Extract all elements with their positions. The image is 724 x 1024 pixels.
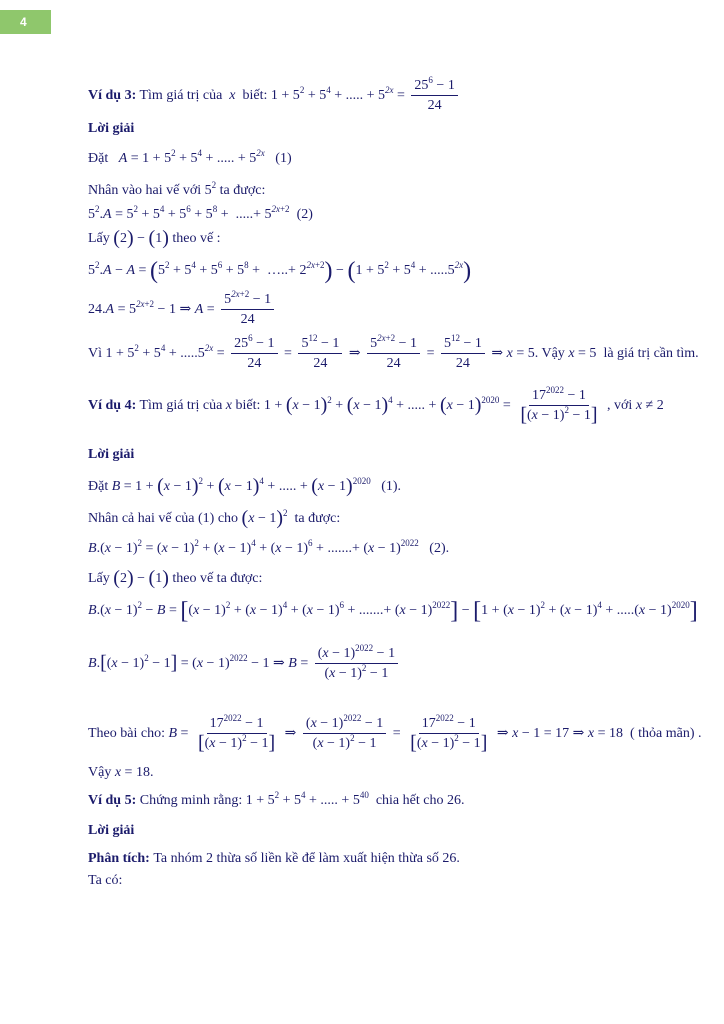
- page-number-badge: [0, 10, 51, 34]
- ex5-label: Ví dụ 5:: [88, 793, 137, 808]
- ex5-solution-heading: Lời giải: [88, 823, 135, 838]
- ex3-heading: Ví dụ 3: Tìm giá trị của x biết: $1 + 5^2 + 5^4$ + ..... + $5^{2x}$ = $\frac{25^6 - 1}{24}$: [88, 78, 461, 114]
- ex4-multiply-text: Nhân cả hai vế của (1) cho $(x - 1)^2$ ta được:: [88, 507, 341, 529]
- ex3-multiply-text: Nhân vào hai vế với $5^2$ ta được:: [88, 180, 266, 198]
- ex3-define-a: Đặt $A = 1 + 5^2 + 5^4$ + ..... + $5^{2x}$ (1): [88, 148, 292, 166]
- ex4-solve-b: $B.[(x - 1)^2 - 1] = (x - 1)^{2022} - 1$ ⇒ B = $\frac{(x - 1)^{2022} - 1}{(x - 1)^2 - 1}$: [88, 646, 401, 682]
- ex4-heading: Ví dụ 4: Tìm giá trị của x biết: $1 + (x - 1)^2 + (x - 1)^4$ + ..... + $(x - 1)^{2020}$ = $\frac{17^{2022} - 1}{[(x - 1)^2 - 1]}$ , với x ≠ 2: [88, 385, 664, 426]
- ex4-subtract-text: Lấy (2) − (1) theo vế ta được:: [88, 567, 263, 589]
- ex3-label: Ví dụ 3:: [88, 88, 137, 104]
- ex4-eq2: $B.(x - 1)^2 = (x - 1)^2 + (x - 1)^4 + (x - 1)^6$ + .......+ $(x - 1)^{2022}$ (2).: [88, 538, 450, 556]
- ex5-analysis: Phân tích: Ta nhóm 2 thừa số liền kề để làm xuất hiện thừa số 26.: [88, 851, 460, 866]
- ex5-ta-co: Ta có:: [88, 873, 123, 888]
- ex4-conclusion: Vậy x = 18.: [88, 765, 154, 780]
- ex3-subtract-text: Lấy (2) − (1) theo vế :: [88, 227, 221, 249]
- page-number: 4: [20, 15, 27, 29]
- ex4-label: Ví dụ 4:: [88, 398, 137, 414]
- ex3-solution-heading: Lời giải: [88, 121, 135, 136]
- ex3-eq2: $5^2.A = 5^2 + 5^4 + 5^6 + 5^8$ + .....+ $5^{2x+2}$ (2): [88, 204, 313, 222]
- ex5-heading: Ví dụ 5: Chứng minh rằng: $1 + 5^2 + 5^4$ + ..... + $5^{40}$ chia hết cho 26.: [88, 790, 465, 808]
- ex3-solve-a: $24.A = 5^{2x+2} - 1$ ⇒ A = $\frac{5^{2x+2} - 1}{24}$: [88, 292, 277, 328]
- ex3-conclusion: Vì $1 + 5^2 + 5^4 + .....5^{2x}$ = $\frac{25^6 - 1}{24}$ = $\frac{5^{12} - 1}{24}$ ⇒ $\frac{5^{2x+2} - 1}{24}$ = $\frac{5^{12} - 1}{24}$ ⇒ x = 5. Vậy x = 5 là giá trị cần tìm.: [88, 333, 699, 371]
- ex4-subtraction: $B.(x - 1)^2 - B = [(x - 1)^2 + (x - 1)^4 + (x - 1)^6$ + .......+ $(x - 1)^{2022}] - [1 + (x - 1)^2 + (x - 1)^4 + .....(x - 1)^{2020}]$: [88, 598, 698, 624]
- ex3-subtraction: $5^2.A - A = (5^2 + 5^4 + 5^6 + 5^8$ + …..+ $2^{2x+2}) - (1 + 5^2 + 5^4 + .....5^{2x})$: [88, 258, 472, 284]
- ex4-define-b: Đặt $B = 1 + (x - 1)^2 + (x - 1)^4$ + ..... + $(x - 1)^{2020}$ (1).: [88, 475, 402, 497]
- ex3-fraction: $\frac{25^6 - 1}{24}$: [411, 78, 457, 114]
- ex4-by-problem: Theo bài cho: B = $\frac{17^{2022} - 1}{[(x - 1)^2 - 1]}$ ⇒ $\frac{(x - 1)^{2022} - 1}{(x - 1)^2 - 1}$ = $\frac{17^{2022} - 1}{[(x - 1)^2 - 1]}$ ⇒ x − 1 = 17 ⇒ x = 18 ( thỏa mãn) .: [88, 713, 702, 754]
- ex4-solution-heading: Lời giải: [88, 447, 135, 462]
